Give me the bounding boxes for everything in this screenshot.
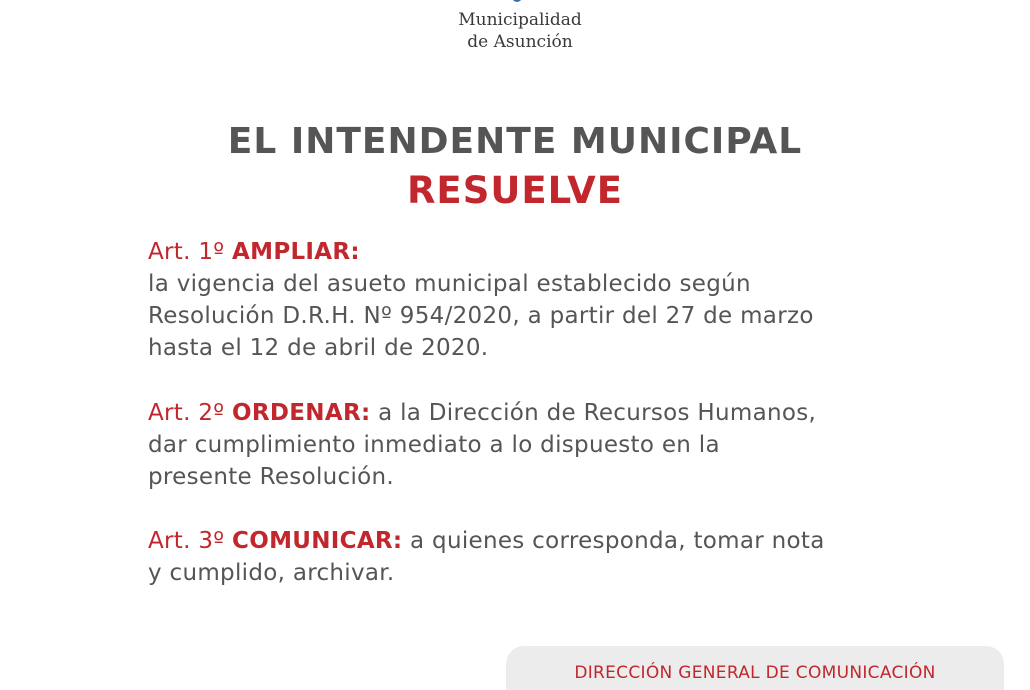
article-3-line-1: y cumplido, archivar. bbox=[148, 560, 395, 586]
article-2 bbox=[148, 397, 948, 493]
page-subtitle: RESUELVE bbox=[406, 169, 624, 212]
article-2-line-2: presente Resolución. bbox=[148, 464, 395, 490]
article-2-verb: ORDENAR: bbox=[232, 400, 371, 426]
article-3-inline-text: a quienes corresponda, tomar nota bbox=[402, 528, 825, 554]
page-title: EL INTENDENTE MUNICIPAL bbox=[227, 121, 803, 162]
article-3 bbox=[148, 525, 948, 589]
article-1-heading bbox=[148, 236, 948, 268]
logo-line-2: de Asunción bbox=[467, 32, 573, 52]
logo-emblem bbox=[512, 0, 522, 2]
article-1-line-1: la vigencia del asueto municipal establecido según bbox=[148, 271, 751, 297]
article-1-number: Art. 1º bbox=[148, 239, 225, 265]
article-1-line-2: Resolución D.R.H. Nº 954/2020, a partir del 27 de marzo bbox=[148, 303, 814, 329]
article-1 bbox=[148, 236, 948, 364]
article-3-heading bbox=[148, 525, 948, 557]
article-2-inline-text: a la Dirección de Recursos Humanos, bbox=[370, 400, 817, 426]
article-3-number: Art. 3º bbox=[148, 528, 225, 554]
article-1-verb: AMPLIAR: bbox=[232, 239, 360, 265]
article-3-verb: COMUNICAR: bbox=[232, 528, 403, 554]
logo bbox=[440, 9, 600, 53]
article-2-number: Art. 2º bbox=[148, 400, 225, 426]
footer-label: DIRECCIÓN GENERAL DE COMUNICACIÓN bbox=[574, 663, 936, 683]
logo-line-1: Municipalidad bbox=[458, 10, 582, 30]
article-2-heading bbox=[148, 397, 948, 429]
article-2-line-1: dar cumplimiento inmediato a lo dispuesto en la bbox=[148, 432, 720, 458]
article-1-line-3: hasta el 12 de abril de 2020. bbox=[148, 335, 489, 361]
